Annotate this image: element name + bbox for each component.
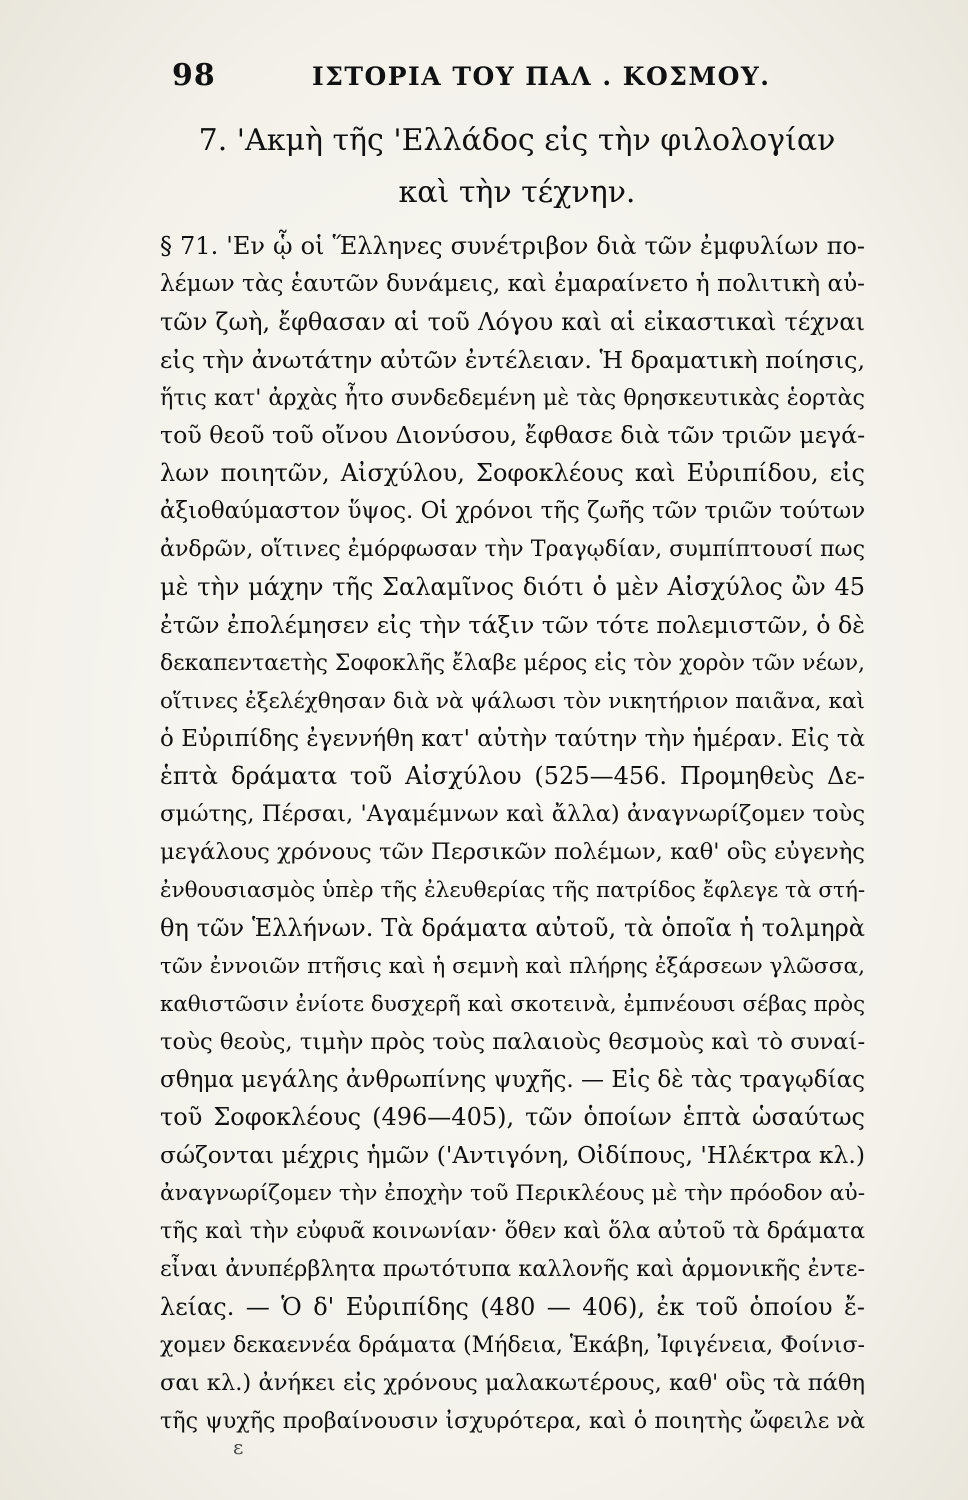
footer-mark: ɛ — [233, 1435, 244, 1459]
text-line: χομεν δεκαεννέα δράματα (Μήδεια, Ἑκάβη, Ἰφιγένεια, Φοίνισ- — [160, 1331, 866, 1358]
text-line: § 71. 'Εν ᾧ οἱ Ἕλληνες συνέτριβον διὰ τῶν ἐμφυλίων πο- — [160, 232, 865, 260]
text-line: σαι κλ.) ἀνήκει εἰς χρόνους μαλακωτέρους, καθ' οὓς τὰ πάθη — [160, 1369, 865, 1396]
text-line: δεκαπενταετὴς Σοφοκλῆς ἔλαβε μέρος εἰς τὸν χορὸν τῶν νέων, — [160, 650, 865, 676]
text-line: λέμων τὰς ἑαυτῶν δυνάμεις, καὶ ἐμαραίνετο ἡ πολιτικὴ αὐ- — [160, 270, 865, 297]
text-line: τῶν ζωὴ, ἔφθασαν αἱ τοῦ Λόγου καὶ αἱ εἰκαστικαὶ τέχναι — [160, 307, 865, 336]
text-line: τῆς καὶ τὴν εὐφυᾶ κοινωνίαν· ὅθεν καὶ ὅλα αὐτοῦ τὰ δράματα — [160, 1218, 865, 1245]
text-line: ὁ Εὐριπίδης ἐγεννήθη κατ' αὐτὴν ταύτην τὴν ἡμέραν. Εἰς τὰ — [160, 725, 865, 752]
text-line: λείας. — Ὁ δ' Εὐριπίδης (480 — 406), ἐκ τοῦ ὁποίου ἔ- — [160, 1292, 865, 1321]
text-line: τῶν ἐννοιῶν πτῆσις καὶ ἡ σεμνὴ καὶ πλήρης ἐξάρσεων γλῶσσα, — [160, 953, 866, 979]
text-line: εἰς τὴν ἀνωτάτην αὐτῶν ἐντέλειαν. Ἡ δραματικὴ ποίησις, — [160, 345, 865, 374]
text-line: ἀξιοθαύμαστον ὕψος. Οἱ χρόνοι τῆς ζωῆς τῶν τριῶν τούτων — [160, 498, 866, 525]
text-line: τῆς ψυχῆς προβαίνουσιν ἰσχυρότερα, καὶ ὁ ποιητὴς ὤφειλε νὰ — [160, 1407, 865, 1434]
text-line: τοῦ Σοφοκλέους (496—405), τῶν ὁποίων ἑπτὰ ὡσαύτως — [160, 1103, 865, 1132]
text-line: ἐνθουσιασμὸς ὑπὲρ τῆς ἐλευθερίας τῆς πατρίδος ἔφλεγε τὰ στή- — [160, 878, 866, 904]
text-line: τοῦ θεοῦ τοῦ οἴνου Διονύσου, ἔφθασε διὰ τῶν τριῶν μεγά- — [160, 421, 866, 450]
text-line: ἀνδρῶν, οἵτινες ἐμόρφωσαν τὴν Τραγῳδίαν, συμπίπτουσί πως — [160, 536, 865, 563]
running-title: ΙΣΤΟΡΙΑ ΤΟΥ ΠΑΛ . ΚΟΣΜΟΥ. — [312, 62, 771, 91]
text-line: τοὺς θεοὺς, τιμὴν πρὸς τοὺς παλαιοὺς θεσμοὺς καὶ τὸ συναί- — [160, 1028, 866, 1055]
text-line: θη τῶν Ἑλλήνων. Τὰ δράματα αὐτοῦ, τὰ ὁποῖα ἡ τολμηρὰ — [160, 914, 865, 943]
text-line: σθημα μεγάλης ἀνθρωπίνης ψυχῆς. — Εἰς δὲ τὰς τραγῳδίας — [160, 1066, 866, 1093]
text-line: καθιστῶσιν ἐνίοτε δυσχερῆ καὶ σκοτεινὰ, ἐμπνέουσι σέβας πρὸς — [160, 991, 866, 1017]
text-line: σώζονται μέχρις ἡμῶν ('Αντιγόνη, Οἰδίπους, 'Ηλέκτρα κλ.) — [160, 1141, 865, 1170]
text-line: οἵτινες ἐξελέχθησαν διὰ νὰ ψάλωσι τὸν νικητήριον παιᾶνα, καὶ — [160, 688, 865, 714]
text-line: μὲ τὴν μάχην τῆς Σαλαμῖνος διότι ὁ μὲν Αἰσχύλος ὢν 45 — [160, 573, 865, 602]
text-line: ἐτῶν ἐπολέμησεν εἰς τὴν τάξιν τῶν τότε πολεμιστῶν, ὁ δὲ — [160, 610, 866, 639]
text-line: ἑπτὰ δράματα τοῦ Αἰσχύλου (525—456. Προμηθεὺς Δε- — [160, 762, 865, 791]
section-heading-line-1: 7. 'Ακμὴ τῆς 'Ελλάδος εἰς τὴν φιλολογίαν — [198, 123, 836, 158]
running-head — [172, 58, 872, 98]
text-line: μεγάλους χρόνους τῶν Περσικῶν πολέμων, καθ' οὓς εὐγενὴς — [160, 839, 865, 866]
text-line: εἶναι ἀνυπέρβλητα πρωτότυπα καλλονῆς καὶ ἁρμονικῆς ἐντε- — [160, 1256, 866, 1283]
page-number: 98 — [172, 58, 216, 93]
text-line: ἀναγνωρίζομεν τὴν ἐποχὴν τοῦ Περικλέους μὲ τὴν πρόοδον αὐ- — [160, 1181, 866, 1207]
text-line: σμώτης, Πέρσαι, 'Αγαμέμνων καὶ ἄλλα) ἀναγνωρίζομεν τοὺς — [160, 801, 865, 828]
section-heading-line-2: καὶ τὴν τέχνην. — [398, 175, 636, 210]
text-line: λων ποιητῶν, Αἰσχύλου, Σοφοκλέους καὶ Εὐριπίδου, εἰς — [160, 459, 865, 488]
body-text — [160, 228, 865, 1441]
text-line: ἥτις κατ' ἀρχὰς ἦτο συνδεδεμένη μὲ τὰς θρησκευτικὰς ἑορτὰς — [160, 384, 865, 411]
